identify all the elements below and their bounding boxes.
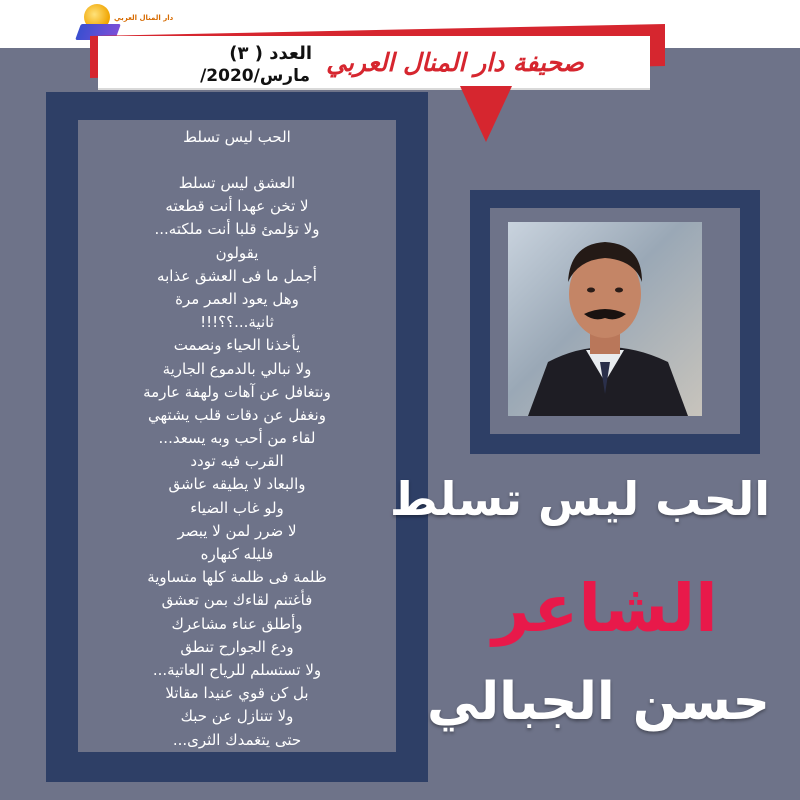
poem-line: ولو غاب الضياء bbox=[190, 498, 284, 517]
poem-line: ودع الجوارح تنطق bbox=[180, 637, 294, 656]
poem-lines bbox=[78, 172, 396, 752]
poem-line: والبعاد لا يطيقه عاشق bbox=[168, 475, 306, 494]
poem-title: الحب ليس تسلط bbox=[183, 128, 291, 146]
poem-line: ظلمة فى ظلمة كلها متساوية bbox=[147, 568, 327, 587]
poem-line: لا ضرر لمن لا يبصر bbox=[177, 521, 297, 540]
poem-line: ولا نبالي بالدموع الجارية bbox=[162, 359, 312, 378]
poem-line: ولا تتنازل عن حبك bbox=[180, 707, 294, 726]
poet-name: حسن الجبالي bbox=[426, 672, 770, 732]
poem-line: فليله كنهاره bbox=[200, 545, 274, 563]
poem-line: العشق ليس تسلط bbox=[178, 174, 296, 192]
poem-line: حتى يتغمدك الثرى... bbox=[172, 730, 302, 749]
poem-line: وهل يعود العمر مرة bbox=[175, 289, 299, 308]
issue-date: مارس/2020/ bbox=[200, 66, 310, 86]
poem-line: لا تخن عهدا أنت قطعته bbox=[165, 197, 309, 216]
poet-photo bbox=[508, 222, 702, 416]
poem-line: يقولون bbox=[215, 243, 259, 262]
poem-line: القرب فيه تودد bbox=[190, 452, 284, 471]
banner-pointer bbox=[460, 86, 512, 142]
poem-line: وأطلق عناء مشاعرك bbox=[171, 614, 303, 633]
poem-line: أجمل ما فى العشق عذابه bbox=[157, 266, 317, 285]
poem-line: لقاء من أحب وبه يسعد... bbox=[158, 429, 316, 448]
poem-line: ونتغافل عن آهات ولهفة عارمة bbox=[143, 382, 331, 401]
poem-line: ولا تستسلم للرياح العاتية... bbox=[152, 660, 322, 679]
poet-label: الشاعر bbox=[492, 570, 718, 647]
poem-line: ولا تؤلمئ قلبا أنت ملكته... bbox=[154, 220, 320, 239]
poem-line: ونغفل عن دقات قلب يشتهي bbox=[148, 405, 326, 424]
logo-text: دار المنال العربي bbox=[114, 14, 174, 22]
poem-line: يأخذنا الحياء ونصمت bbox=[173, 336, 301, 355]
poem-line: ثانية...؟؟!!! bbox=[200, 313, 274, 332]
poem-line: بل كن قوي عنيدا مقاتلا bbox=[165, 684, 309, 703]
masthead-title: صحيفة دار المنال العربي bbox=[326, 48, 584, 77]
poet-portrait-icon bbox=[508, 222, 702, 416]
feature-title: الحب ليس تسلط bbox=[389, 472, 770, 526]
poem-line: فأغتنم لقاءك بمن تعشق bbox=[161, 591, 313, 610]
issue-number: العدد ( ٣) bbox=[229, 43, 312, 64]
